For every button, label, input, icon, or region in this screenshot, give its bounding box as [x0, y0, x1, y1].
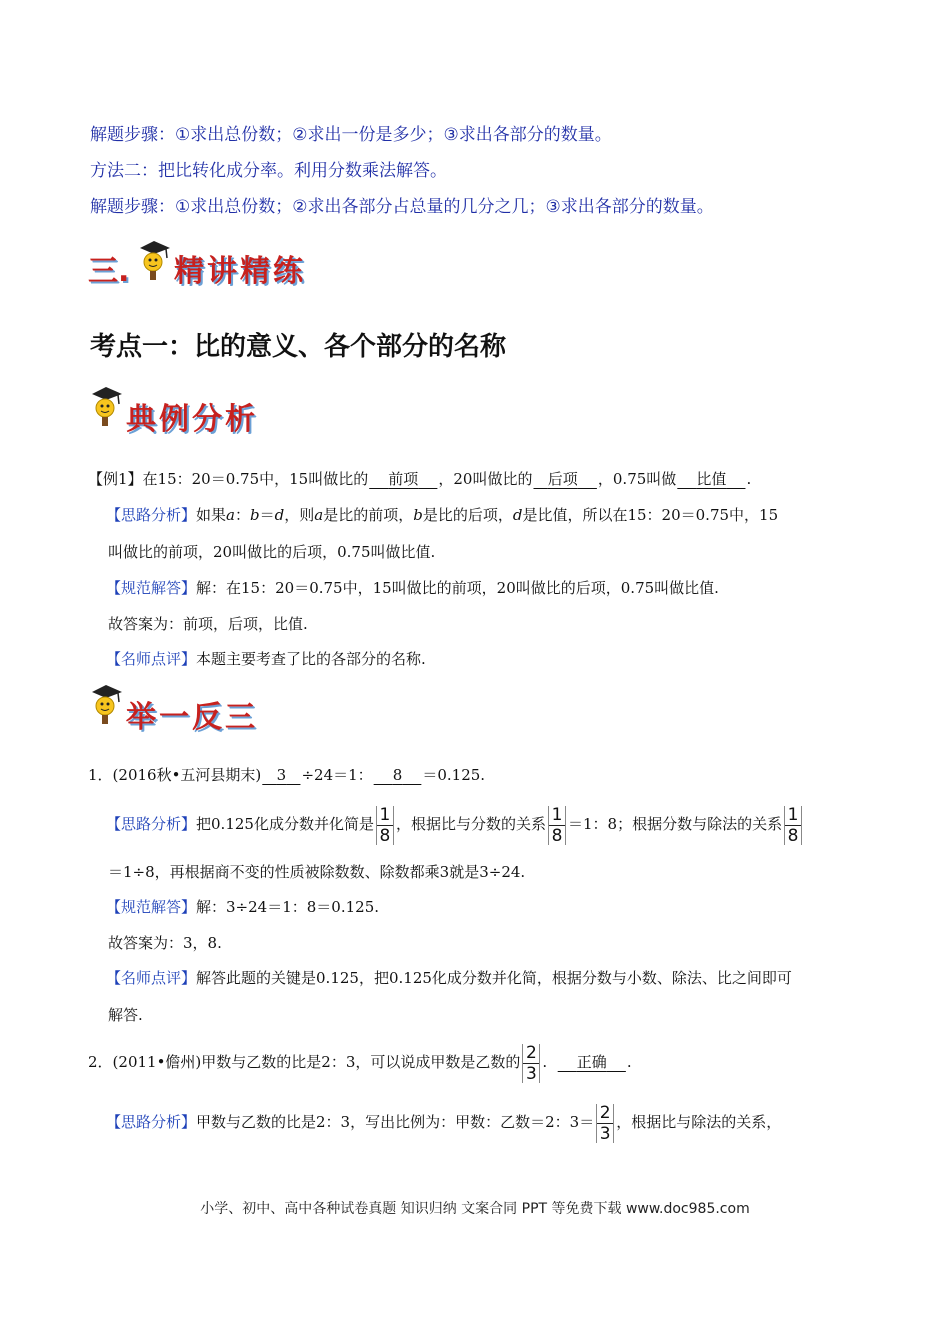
example1-analysis-line1: [106, 504, 778, 526]
analysis-text: 把0.125化成分数并化简是: [196, 815, 374, 833]
analysis-text: 甲数与乙数的比是2：3，写出比例为：甲数：乙数＝2：3＝: [196, 1113, 595, 1131]
variable: a: [226, 506, 235, 524]
example1-solution: [106, 577, 719, 599]
answer-blank: [261, 766, 301, 784]
example1-text: .: [746, 470, 752, 488]
answer-blank: [373, 766, 423, 784]
section-title: 精讲精练: [174, 254, 306, 289]
comment-text: 本题主要考查了比的各部分的名称.: [196, 650, 426, 668]
example1-comment: [106, 648, 426, 670]
analysis-text: 是比的后项，: [422, 506, 513, 524]
q1-comment-line2: 解答.: [108, 1006, 143, 1024]
analysis-tag: 【思路分析】: [106, 815, 197, 833]
analysis-text: ＝: [259, 506, 275, 524]
answer-text: 正确: [576, 1053, 607, 1071]
graduate-mascot-icon: [88, 682, 124, 726]
practice-banner: [88, 682, 268, 734]
answer-text: 3: [276, 766, 287, 784]
fraction-numerator: 1: [549, 806, 565, 826]
answer-blank: [532, 470, 597, 488]
kaodian-title: 考点一：比的意义、各个部分的名称: [90, 332, 507, 362]
section-number: 三.: [88, 254, 130, 289]
comment-tag: 【名师点评】: [106, 969, 197, 987]
fraction-denominator: 8: [551, 825, 563, 846]
analysis-text: ：: [234, 506, 250, 524]
solution-text: 解：3÷24＝1：8＝0.125.: [196, 898, 380, 916]
variable: d: [512, 506, 523, 524]
example1-text: ，20叫做比的: [438, 470, 533, 488]
q2-question: [88, 1042, 632, 1083]
analysis-text: 是比的前项，: [323, 506, 414, 524]
q2-text: .: [626, 1053, 632, 1071]
answer-text: 比值: [696, 470, 727, 488]
example-banner-title: 典例分析: [126, 402, 258, 437]
q1-text: ÷24＝1：: [301, 766, 373, 784]
fraction: [376, 806, 394, 845]
q2-prefix: 2．(2011•儋州)甲数与乙数的比是2：3，可以说成甲数是乙数的: [88, 1053, 521, 1071]
analysis-tag: 【思路分析】: [106, 506, 197, 524]
q1-analysis-line2: ＝1÷8，再根据商不变的性质被除数数、除数都乘3就是3÷24.: [108, 863, 526, 881]
q1-analysis-line1: [106, 804, 804, 845]
analysis-text: 是比值，所以在15：20＝0.75中，15: [522, 506, 779, 524]
page-footer: 小学、初中、高中各种试卷真题 知识归纳 文案合同 PPT 等免费下载 www.doc985.com: [200, 1201, 750, 1217]
method-line-1: 解题步骤：①求出总份数；②求出一份是多少；③求出各部分的数量。: [90, 125, 612, 145]
graduate-mascot-icon: [88, 384, 124, 428]
solution-tag: 【规范解答】: [106, 579, 197, 597]
answer-blank: [557, 1053, 627, 1071]
analysis-text: 如果: [196, 506, 227, 524]
fraction: [548, 806, 566, 845]
section-banner: [88, 238, 318, 288]
example1-question: [88, 468, 751, 490]
fraction: [784, 806, 802, 845]
variable: d: [274, 506, 285, 524]
q1-comment: [106, 967, 792, 989]
fraction-denominator: 3: [525, 1063, 537, 1084]
example1-text: 在15：20＝0.75中，15叫做比的: [142, 470, 369, 488]
example1-analysis-line2: 叫做比的前项，20叫做比的后项，0.75叫做比值.: [108, 543, 436, 561]
analysis-text: ，则: [284, 506, 315, 524]
fraction-denominator: 8: [379, 825, 391, 846]
analysis-tag: 【思路分析】: [106, 1113, 197, 1131]
fraction-denominator: 8: [787, 825, 799, 846]
example1-text: ，0.75叫做: [597, 470, 677, 488]
fraction-numerator: 1: [785, 806, 801, 826]
answer-blank: [368, 470, 438, 488]
fraction: [522, 1044, 540, 1083]
variable: a: [314, 506, 324, 524]
fraction-numerator: 2: [523, 1044, 539, 1064]
fraction-numerator: 2: [597, 1104, 613, 1124]
variable: b: [250, 506, 260, 524]
answer-text: 前项: [388, 470, 419, 488]
example-label: 【例1】: [88, 470, 143, 488]
comment-tag: 【名师点评】: [106, 650, 197, 668]
analysis-text: ，根据比与除法的关系，: [616, 1113, 782, 1131]
fraction-numerator: 1: [377, 806, 393, 826]
example-banner: [88, 384, 268, 436]
fraction-denominator: 3: [599, 1123, 611, 1144]
answer-text: 8: [392, 766, 403, 784]
method-line-3: 解题步骤：①求出总份数；②求出各部分占总量的几分之几；③求出各部分的数量。: [90, 197, 714, 217]
q2-text: .: [542, 1053, 548, 1071]
fraction: [596, 1104, 614, 1143]
comment-text: 解答此题的关键是0.125，把0.125化成分数并化简，根据分数与小数、除法、比之间即可: [196, 969, 792, 987]
analysis-text: ＝1：8；根据分数与除法的关系: [567, 815, 783, 833]
example1-answer: 故答案为：前项，后项，比值.: [108, 615, 308, 633]
q1-solution: [106, 896, 379, 918]
variable: b: [413, 506, 423, 524]
q1-answer: 故答案为：3，8.: [108, 934, 222, 952]
practice-banner-title: 举一反三: [126, 700, 258, 735]
graduate-mascot-icon: [136, 238, 172, 282]
q1-prefix: 1．(2016秋•五河县期末): [88, 766, 262, 784]
q1-question: [88, 764, 485, 786]
q2-analysis: [106, 1102, 781, 1143]
q1-text: ＝0.125.: [422, 766, 486, 784]
answer-blank: [676, 470, 746, 488]
solution-tag: 【规范解答】: [106, 898, 197, 916]
method-line-2: 方法二：把比转化成分率。利用分数乘法解答。: [90, 161, 447, 181]
solution-text: 解：在15：20＝0.75中，15叫做比的前项，20叫做比的后项，0.75叫做比值.: [196, 579, 719, 597]
answer-text: 后项: [547, 470, 578, 488]
analysis-text: ，根据比与分数的关系: [395, 815, 546, 833]
